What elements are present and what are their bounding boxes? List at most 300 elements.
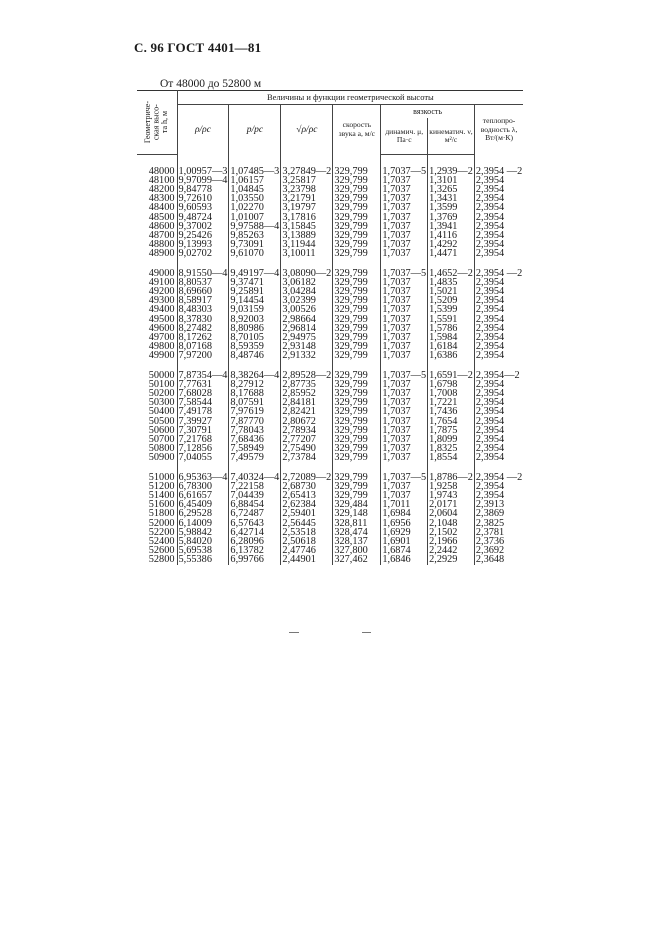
cell-a: 329,799 <box>333 176 381 185</box>
cell-nu: 1,7875 <box>428 426 475 435</box>
cell-h: 48700 <box>148 229 175 241</box>
cell-rho: 5,84020 <box>177 537 229 546</box>
cell-rho: 7,58544 <box>177 398 229 407</box>
cell-a: 329,799 <box>333 453 381 462</box>
cell-rho: 8,69660 <box>177 287 229 296</box>
cell-lam: 2,3954 <box>474 249 523 258</box>
cell-lam: 2,3781 <box>474 528 523 537</box>
cell-sqrt: 3,06182 <box>281 278 333 287</box>
cell-a: 329,799 <box>333 435 381 444</box>
cell-h: 52800 <box>148 554 175 566</box>
cell-sqrt: 3,11944 <box>281 240 333 249</box>
cell-lam: 2,3954 <box>474 240 523 249</box>
cell-rho: 9,37002 <box>177 222 229 231</box>
cell-sqrt: 2,89528—2 <box>282 369 332 381</box>
cell-rho: 6,14009 <box>177 519 229 528</box>
cell-mu: 1,7037 <box>381 315 428 324</box>
cell-lam: 2,3954 <box>474 435 523 444</box>
cell-lam: 2,3954 <box>474 324 523 333</box>
cell-mu: 1,7037 <box>381 194 428 203</box>
cell-a: 329,799 <box>333 315 381 324</box>
cell-p: 6,13782 <box>229 546 281 555</box>
cell-p: 7,87770 <box>229 417 281 426</box>
cell-lam: 2,3913 <box>474 500 523 509</box>
cell-p: 8,07591 <box>229 398 281 407</box>
cell-a: 329,799 <box>333 333 381 342</box>
cell-nu: 1,6798 <box>428 380 475 389</box>
cell-p: 9,97588—4 <box>230 220 280 232</box>
gap-cell <box>428 155 475 167</box>
cell-nu: 1,3769 <box>428 213 475 222</box>
cell-sqrt: 2,44901 <box>281 555 333 564</box>
cell-sqrt: 2,75490 <box>281 444 333 453</box>
cell-mu: 1,7037 <box>381 426 428 435</box>
header-group: Величины и функции геометрической высоты <box>177 91 523 105</box>
cell-mu: 1,7037 <box>381 249 428 258</box>
cell-lam: 2,3954 <box>474 398 523 407</box>
cell-mu: 1,7037 <box>381 213 428 222</box>
cell-nu: 1,3265 <box>428 185 475 194</box>
cell-a: 327,462 <box>333 555 381 564</box>
cell-sqrt: 2,98664 <box>281 315 333 324</box>
cell-mu: 1,7037 <box>381 203 428 212</box>
gap-cell <box>229 155 281 167</box>
cell-a: 329,799 <box>333 185 381 194</box>
cell-rho: 9,72610 <box>177 194 229 203</box>
cell-rho: 9,97099—4 <box>178 174 228 186</box>
cell-p: 7,40324—4 <box>230 471 280 483</box>
cell-rho: 6,61657 <box>177 491 229 500</box>
cell-rho: 8,91550—4 <box>178 267 228 279</box>
cell-h: 50800 <box>148 443 175 455</box>
gap-cell <box>333 155 381 167</box>
cell-p: 1,06157 <box>229 176 281 185</box>
cell-mu: 1,7037 <box>381 351 428 360</box>
cell-sqrt: 2,65413 <box>281 491 333 500</box>
range-title: От 48000 до 52800 м <box>160 78 262 90</box>
cell-p: 7,68436 <box>229 435 281 444</box>
cell-mu: 1,7037 <box>381 287 428 296</box>
header-pressure-ratio-label: p/pс <box>246 124 264 135</box>
header-kinematic <box>428 118 475 155</box>
cell-a: 329,799 <box>333 167 381 176</box>
cell-mu: 1,7037 <box>381 278 428 287</box>
cell-lam: 2,3954 <box>474 407 523 416</box>
cell-p: 1,07485—3 <box>230 165 280 177</box>
cell-nu: 1,7221 <box>428 398 475 407</box>
gap-cell <box>281 155 333 167</box>
cell-rho: 1,00957—3 <box>178 165 228 177</box>
table-row <box>137 555 523 564</box>
cell-h: 48400 <box>148 202 175 214</box>
cell-sqrt: 2,68730 <box>281 482 333 491</box>
cell-sqrt: 3,21791 <box>281 194 333 203</box>
cell-nu: 2,0171 <box>428 500 475 509</box>
cell-lam: 2,3954 <box>474 176 523 185</box>
cell-rho: 8,27482 <box>177 324 229 333</box>
cell-lam: 2,3954 <box>474 389 523 398</box>
cell-sqrt: 3,17816 <box>281 213 333 222</box>
cell-p: 8,27912 <box>229 380 281 389</box>
cell-h: 49700 <box>148 331 175 343</box>
cell-h: 50900 <box>148 452 175 464</box>
cell-rho: 9,25426 <box>177 231 229 240</box>
cell-a: 329,799 <box>333 240 381 249</box>
cell-h: 51800 <box>148 508 175 520</box>
cell-mu: 1,7037 <box>381 296 428 305</box>
cell-h: 48800 <box>148 239 175 251</box>
cell-mu: 1,7037 <box>381 176 428 185</box>
cell-nu: 1,6184 <box>428 342 475 351</box>
cell-a: 329,799 <box>333 249 381 258</box>
cell-a: 329,799 <box>333 407 381 416</box>
cell-mu: 1,7037 <box>381 231 428 240</box>
cell-rho: 7,30791 <box>177 426 229 435</box>
cell-rho: 7,87354—4 <box>178 369 228 381</box>
cell-h: 52400 <box>148 536 175 548</box>
cell-h: 48500 <box>148 211 175 223</box>
cell-lam: 2,3954 <box>474 315 523 324</box>
cell-h: 49400 <box>148 304 175 316</box>
cell-sqrt: 2,78934 <box>281 426 333 435</box>
cell-p: 9,49197—4 <box>230 267 280 279</box>
cell-lam: 2,3954 <box>474 296 523 305</box>
cell-nu: 1,4471 <box>428 249 475 258</box>
cell-rho: 8,80537 <box>177 278 229 287</box>
cell-mu: 1,7037—5 <box>382 165 427 177</box>
cell-p: 6,88454 <box>229 500 281 509</box>
cell-lam: 2,3954 —2 <box>475 165 523 177</box>
cell-p: 8,59359 <box>229 342 281 351</box>
cell-sqrt: 3,25817 <box>281 176 333 185</box>
cell-nu: 1,5021 <box>428 287 475 296</box>
cell-mu: 1,7037 <box>381 482 428 491</box>
cell-sqrt: 2,82421 <box>281 407 333 416</box>
cell-lam: 2,3954 <box>474 380 523 389</box>
gap-cell <box>381 155 428 167</box>
cell-h: 48200 <box>148 183 175 195</box>
cell-p: 9,14454 <box>229 296 281 305</box>
cell-p: 1,04845 <box>229 185 281 194</box>
cell-nu: 1,8099 <box>428 435 475 444</box>
cell-sqrt: 2,50618 <box>281 537 333 546</box>
cell-nu: 1,9258 <box>428 482 475 491</box>
header-conductivity <box>474 105 523 155</box>
cell-h: 50700 <box>148 433 175 445</box>
cell-mu: 1,7037 <box>381 389 428 398</box>
cell-sqrt: 3,10011 <box>281 249 333 258</box>
cell-a: 329,799 <box>333 231 381 240</box>
cell-sqrt: 3,19797 <box>281 203 333 212</box>
header-altitude-label: Геометриче- ская высо- та h, м <box>143 101 169 144</box>
header-kinematic-label: кинематич. ν, м²/с <box>429 126 473 144</box>
cell-a: 329,799 <box>333 491 381 500</box>
cell-nu: 2,1966 <box>428 537 475 546</box>
cell-rho: 8,37830 <box>177 315 229 324</box>
header-sound-speed <box>333 105 381 155</box>
cell-mu: 1,6984 <box>381 509 428 518</box>
cell-a: 329,799 <box>333 342 381 351</box>
cell-lam: 2,3825 <box>474 519 523 528</box>
table-row <box>137 249 523 258</box>
cell-sqrt: 3,23798 <box>281 185 333 194</box>
cell-nu: 1,3101 <box>428 176 475 185</box>
cell-h: 49500 <box>148 313 175 325</box>
cell-mu: 1,7037 <box>381 222 428 231</box>
cell-sqrt: 2,53518 <box>281 528 333 537</box>
cell-h: 48100 <box>148 174 175 186</box>
cell-mu: 1,7037 <box>381 407 428 416</box>
cell-rho: 6,29528 <box>177 509 229 518</box>
cell-sqrt: 2,85952 <box>281 389 333 398</box>
header-dynamic <box>381 118 428 155</box>
cell-rho: 9,13993 <box>177 240 229 249</box>
cell-p: 9,61070 <box>229 249 281 258</box>
cell-sqrt: 2,94975 <box>281 333 333 342</box>
cell-p: 7,78043 <box>229 426 281 435</box>
gap-cell <box>177 155 229 167</box>
cell-mu: 1,7037 <box>381 305 428 314</box>
cell-a: 329,799 <box>333 305 381 314</box>
cell-rho: 8,17262 <box>177 333 229 342</box>
cell-p: 9,03159 <box>229 305 281 314</box>
block-gap <box>137 155 523 167</box>
cell-a: 329,799 <box>333 278 381 287</box>
cell-a: 329,799 <box>333 482 381 491</box>
cell-h: 50600 <box>148 424 175 436</box>
cell-a: 329,799 <box>333 213 381 222</box>
cell-mu: 1,7037 <box>381 491 428 500</box>
cell-rho: 6,95363—4 <box>178 471 228 483</box>
header-pressure-ratio <box>229 105 281 155</box>
cell-sqrt: 2,73784 <box>281 453 333 462</box>
cell-nu: 1,5984 <box>428 333 475 342</box>
cell-sqrt: 2,93148 <box>281 342 333 351</box>
cell-h: 48600 <box>148 220 175 232</box>
cell-sqrt: 3,04284 <box>281 287 333 296</box>
cell-rho: 6,45409 <box>177 500 229 509</box>
cell-rho: 5,55386 <box>177 555 229 564</box>
cell-nu: 2,0604 <box>428 509 475 518</box>
cell-lam: 2,3648 <box>474 555 523 564</box>
cell-nu: 1,5786 <box>428 324 475 333</box>
cell-p: 7,58949 <box>229 444 281 453</box>
cell-nu: 2,1502 <box>428 528 475 537</box>
cell-h: 50500 <box>148 415 175 427</box>
cell-lam: 2,3692 <box>474 546 523 555</box>
page-header: С. 96 ГОСТ 4401—81 <box>134 40 262 55</box>
cell-p: 1,02270 <box>229 203 281 212</box>
cell-p: 8,80986 <box>229 324 281 333</box>
cell-p: 6,28096 <box>229 537 281 546</box>
cell-sqrt: 2,59401 <box>281 509 333 518</box>
cell-sqrt: 3,13889 <box>281 231 333 240</box>
cell-rho: 7,39927 <box>177 417 229 426</box>
header-viscosity: вязкость <box>381 105 475 119</box>
cell-p: 9,85263 <box>229 231 281 240</box>
cell-sqrt: 3,15845 <box>281 222 333 231</box>
cell-a: 329,799 <box>333 371 381 380</box>
cell-a: 329,799 <box>333 380 381 389</box>
cell-nu: 1,4292 <box>428 240 475 249</box>
cell-mu: 1,7037 <box>381 417 428 426</box>
cell-nu: 1,8786—2 <box>429 471 473 483</box>
cell-a: 329,799 <box>333 269 381 278</box>
cell-rho: 9,60593 <box>177 203 229 212</box>
cell-nu: 1,4835 <box>428 278 475 287</box>
cell-rho: 5,69538 <box>177 546 229 555</box>
cell-a: 329,799 <box>333 296 381 305</box>
cell-a: 327,800 <box>333 546 381 555</box>
cell-p: 6,72487 <box>229 509 281 518</box>
cell-rho: 9,84778 <box>177 185 229 194</box>
cell-nu: 1,4652—2 <box>429 267 473 279</box>
cell-mu: 1,7037—5 <box>382 471 427 483</box>
cell-lam: 2,3954 —2 <box>475 267 523 279</box>
cell-lam: 2,3736 <box>474 537 523 546</box>
cell-nu: 1,3599 <box>428 203 475 212</box>
cell-lam: 2,3954 <box>474 278 523 287</box>
cell-nu: 1,3431 <box>428 194 475 203</box>
cell-mu: 1,7037—5 <box>382 369 427 381</box>
cell-lam: 2,3954 <box>474 333 523 342</box>
cell-nu: 1,7008 <box>428 389 475 398</box>
cell-rho: 8,07168 <box>177 342 229 351</box>
cell-rho: 6,78300 <box>177 482 229 491</box>
cell-h: 51600 <box>148 499 175 511</box>
cell-a: 329,484 <box>333 500 381 509</box>
cell-p: 8,38264—4 <box>230 369 280 381</box>
cell-h: 51400 <box>148 490 175 501</box>
cell-mu: 1,7037 <box>381 333 428 342</box>
cell-p: 7,97619 <box>229 407 281 416</box>
cell-lam: 2,3954 <box>474 194 523 203</box>
cell-mu: 1,7037 <box>381 435 428 444</box>
cell-lam: 2,3954 <box>474 417 523 426</box>
cell-h: 50100 <box>148 378 175 390</box>
cell-sqrt: 2,91332 <box>281 351 333 360</box>
cell-rho: 7,49178 <box>177 407 229 416</box>
cell-a: 329,799 <box>333 287 381 296</box>
cell-mu: 1,7037 <box>381 453 428 462</box>
cell-sqrt: 3,08090—2 <box>282 267 332 279</box>
cell-lam: 2,3954 <box>474 231 523 240</box>
cell-sqrt: 3,00526 <box>281 305 333 314</box>
cell-lam: 2,3954 <box>474 287 523 296</box>
cell-a: 328,137 <box>333 537 381 546</box>
cell-rho: 7,77631 <box>177 380 229 389</box>
cell-h: 49800 <box>148 341 175 353</box>
cell-mu: 1,7037 <box>381 240 428 249</box>
cell-lam: 2,3954 <box>474 426 523 435</box>
cell-a: 328,811 <box>333 519 381 528</box>
cell-lam: 2,3954 <box>474 482 523 491</box>
cell-h: 49100 <box>148 276 175 288</box>
cell-p: 8,70105 <box>229 333 281 342</box>
cell-rho: 5,98842 <box>177 528 229 537</box>
cell-lam: 2,3954 <box>474 213 523 222</box>
cell-sqrt: 3,02399 <box>281 296 333 305</box>
gap-cell <box>474 155 523 167</box>
cell-sqrt: 2,87735 <box>281 380 333 389</box>
cell-nu: 1,3941 <box>428 222 475 231</box>
cell-lam: 2,3869 <box>474 509 523 518</box>
cell-h: 49200 <box>148 285 175 297</box>
cell-lam: 2,3954 <box>474 453 523 462</box>
header-sqrt-density-label: √ρ/ρс <box>296 124 318 135</box>
cell-rho: 7,21768 <box>177 435 229 444</box>
gap-cell <box>137 155 177 167</box>
cell-nu: 1,8554 <box>428 453 475 462</box>
cell-p: 8,48746 <box>229 351 281 360</box>
cell-mu: 1,6901 <box>381 537 428 546</box>
cell-a: 329,799 <box>333 473 381 482</box>
cell-mu: 1,7037 <box>381 380 428 389</box>
cell-h: 50200 <box>148 387 175 399</box>
cell-h: 52000 <box>148 517 175 529</box>
cell-rho: 7,04055 <box>177 453 229 462</box>
cell-lam: 2,3954 <box>474 203 523 212</box>
cell-a: 329,799 <box>333 324 381 333</box>
cell-h: 50400 <box>148 406 175 418</box>
cell-nu: 1,5591 <box>428 315 475 324</box>
header-density-ratio <box>177 105 229 155</box>
header-sound-speed-label: скорость звука a, м/с <box>338 120 376 138</box>
cell-nu: 1,6386 <box>428 351 475 360</box>
cell-lam: 2,3954 <box>474 222 523 231</box>
cell-sqrt: 2,96814 <box>281 324 333 333</box>
cell-h: 49600 <box>148 322 175 334</box>
cell-p: 7,04439 <box>229 491 281 500</box>
cell-a: 329,799 <box>333 194 381 203</box>
cell-nu: 1,5399 <box>428 305 475 314</box>
header-sqrt-density <box>281 105 333 155</box>
cell-nu: 1,9743 <box>428 491 475 500</box>
cell-a: 329,799 <box>333 417 381 426</box>
cell-p: 9,73091 <box>229 240 281 249</box>
cell-mu: 1,7037—5 <box>382 267 427 279</box>
cell-p: 6,57643 <box>229 519 281 528</box>
cell-a: 329,799 <box>333 389 381 398</box>
cell-lam: 2,3954 —2 <box>475 471 523 483</box>
cell-a: 329,799 <box>333 203 381 212</box>
cell-nu: 1,8325 <box>428 444 475 453</box>
cell-h: 49000 <box>148 267 175 279</box>
cell-sqrt: 2,47746 <box>281 546 333 555</box>
cell-a: 329,799 <box>333 426 381 435</box>
cell-sqrt: 2,77207 <box>281 435 333 444</box>
footer-mark-right <box>362 632 371 633</box>
cell-mu: 1,6874 <box>381 546 428 555</box>
cell-mu: 1,7037 <box>381 398 428 407</box>
cell-lam: 2,3954 <box>474 351 523 360</box>
cell-mu: 1,7037 <box>381 324 428 333</box>
cell-h: 49300 <box>148 295 175 307</box>
table-row <box>137 453 523 462</box>
cell-nu: 1,4116 <box>428 231 475 240</box>
cell-rho: 7,68028 <box>177 389 229 398</box>
cell-rho: 7,97200 <box>177 351 229 360</box>
cell-h: 50000 <box>148 369 175 381</box>
cell-mu: 1,7037 <box>381 444 428 453</box>
cell-sqrt: 2,56445 <box>281 519 333 528</box>
cell-mu: 1,6956 <box>381 519 428 528</box>
cell-p: 1,01007 <box>229 213 281 222</box>
cell-nu: 1,5209 <box>428 296 475 305</box>
header-conductivity-label: теплопро-водность λ, Вт/(м·К) <box>480 116 518 142</box>
cell-a: 329,148 <box>333 509 381 518</box>
cell-h: 50300 <box>148 397 175 409</box>
